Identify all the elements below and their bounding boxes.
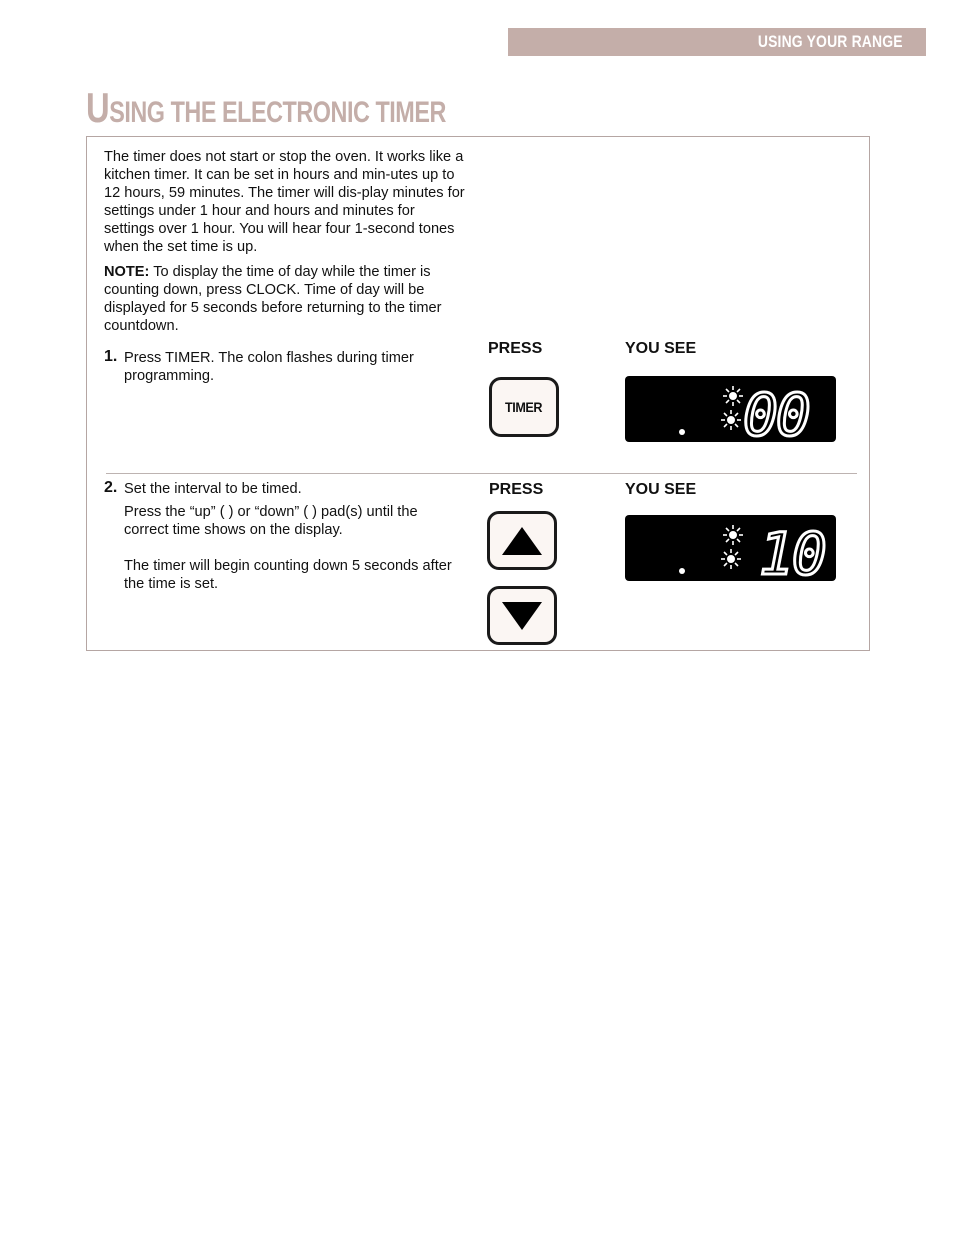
intro-paragraph: The timer does not start or stop the oven. It works like a kitchen timer. It can be set in hours and min-utes up to 12 hours, 59 minutes. The timer will dis-play minutes for settings under 1 hour and hours and minutes for settings over 1 hour. You will hear four 1-second tones when the set time is up. <box>104 149 465 255</box>
display-decimal-point <box>679 429 685 435</box>
you-see-label-step-1: YOU SEE <box>625 340 697 357</box>
timer-button-label: TIMER <box>505 399 543 415</box>
flashing-colon-icon <box>721 386 743 430</box>
step-divider <box>106 473 857 474</box>
step-1-number: 1. <box>104 348 118 365</box>
step-2-text: Set the interval to be timed. <box>124 481 302 497</box>
display-decimal-point <box>679 568 685 574</box>
timer-button[interactable] <box>489 377 559 437</box>
note-label: NOTE: <box>104 264 150 280</box>
flashing-colon-icon <box>721 525 743 569</box>
step-2-detail-2: The timer will begin counting down 5 seconds after the time is set. <box>124 558 452 592</box>
section-header-bar <box>508 28 926 56</box>
page-title-rest: SING THE ELECTRONIC TIMER <box>109 96 446 129</box>
up-arrow-icon <box>500 525 544 557</box>
display-digits-step-1: 00 <box>743 381 809 442</box>
press-label-step-2: PRESS <box>489 481 544 498</box>
timer-display-step-2 <box>625 515 836 581</box>
timer-display-step-1 <box>625 376 836 442</box>
press-label-step-1: PRESS <box>488 340 543 357</box>
step-2-number: 2. <box>104 479 118 496</box>
note-text: To display the time of day while the timer is counting down, press CLOCK. Time of day will be displayed for 5 seconds before returning to the timer countdown. <box>104 264 442 334</box>
page-title <box>86 84 446 132</box>
note-paragraph <box>104 263 466 335</box>
down-button[interactable] <box>487 586 557 645</box>
display-digits-step-2: 10 <box>759 520 825 581</box>
step-1-text: Press TIMER. The colon flashes during timer programming. <box>124 350 414 384</box>
section-header-label: USING YOUR RANGE <box>758 32 904 51</box>
you-see-label-step-2: YOU SEE <box>625 481 697 498</box>
step-2-detail-1: Press the “up” ( ) or “down” ( ) pad(s) until the correct time shows on the display. <box>124 504 418 538</box>
down-arrow-icon <box>500 600 544 632</box>
up-button[interactable] <box>487 511 557 570</box>
page-title-initial: U <box>86 84 110 131</box>
